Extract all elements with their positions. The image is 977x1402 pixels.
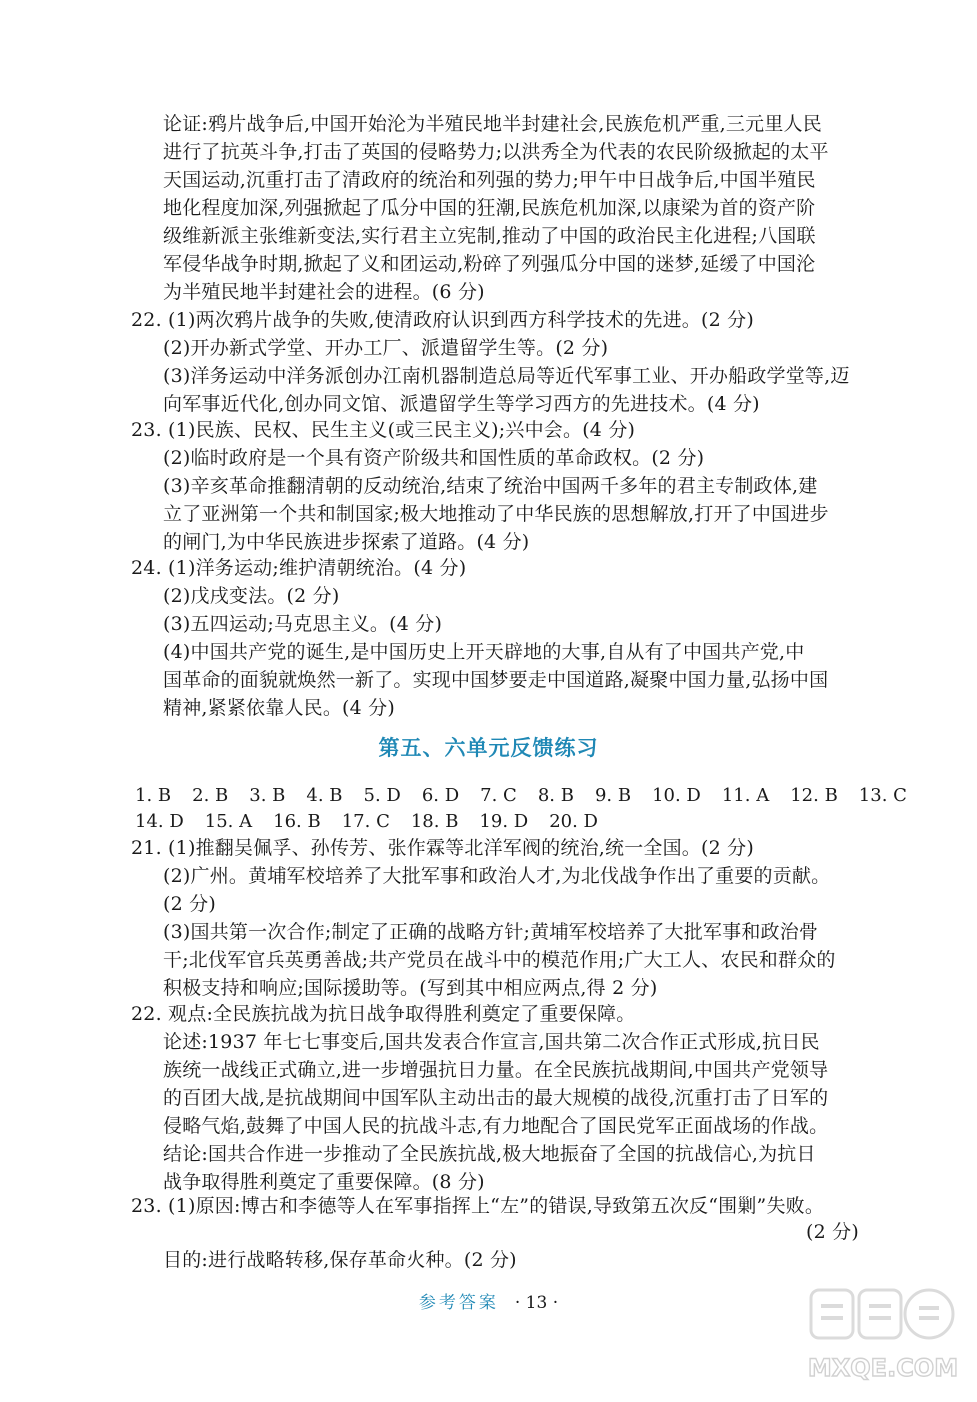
mc-answer: 5. D: [363, 785, 401, 806]
answer-22-conclusion: 结论:国共合作进一步推动了全民族抗战,极大地振奋了全国的抗战信心,为抗日: [163, 1143, 816, 1165]
mc-answer: 7. C: [480, 785, 517, 806]
mc-answer: 6. D: [421, 785, 460, 806]
mc-answer: 16. B: [273, 811, 321, 832]
mc-answer: 18. B: [410, 811, 459, 832]
text-line: 天国运动,沉重打击了清政府的统治和列强的势力;甲午中日战争后,中国半殖民: [163, 169, 816, 191]
answer-24-3: (3)五四运动;马克思主义。(4 分): [163, 613, 443, 635]
answer-24-2: (2)戊戌变法。(2 分): [163, 585, 340, 607]
text-line: 的闸门,为中华民族进步探索了道路。(4 分): [163, 531, 530, 553]
answer-24-4: (4)中国共产党的诞生,是中国历史上开天辟地的大事,自从有了中国共产党,中: [163, 641, 805, 663]
answer-23-1-reason: 23. (1)原因:博古和李德等人在军事指挥上“左”的错误,导致第五次反“围剿”失败。: [131, 1195, 825, 1217]
text-line: 论证:鸦片战争后,中国开始沦为半殖民地半封建社会,民族危机严重,三元里人民: [163, 113, 822, 135]
text-line: 向军事近代化,创办同文馆、派遣留学生等学习西方的先进技术。(4 分): [163, 393, 760, 415]
mc-answer: 1. B: [135, 785, 172, 806]
footer-label: 参考答案: [418, 1293, 499, 1313]
answer-23-1-purpose: 目的:进行战略转移,保存革命火种。(2 分): [163, 1249, 517, 1271]
answer-23-1: 23. (1)民族、民权、民生主义(或三民主义);兴中会。(4 分): [131, 419, 636, 441]
text-line: 战争取得胜利奠定了重要保障。(8 分): [163, 1171, 485, 1193]
text-line: 积极支持和响应;国际援助等。(写到其中相应两点,得 2 分): [163, 977, 658, 999]
mc-answer: 20. D: [549, 811, 598, 832]
answer-22-2: (2)开办新式学堂、开办工厂、派遣留学生等。(2 分): [163, 337, 609, 359]
mc-answer: 13. C: [858, 785, 907, 806]
mc-answer: 3. B: [249, 785, 286, 806]
mc-answer: 8. B: [537, 785, 574, 806]
mc-answer: 2. B: [192, 785, 229, 806]
text-line: (2 分): [163, 893, 216, 915]
text-line: 侵略气焰,鼓舞了中国人民的抗战斗志,有力地配合了国民党军正面战场的作战。: [163, 1115, 829, 1137]
text-line: 军侵华战争时期,掀起了义和团运动,粉碎了列强瓜分中国的迷梦,延缓了中国沦: [163, 253, 816, 275]
mc-answer: 12. B: [790, 785, 838, 806]
answer-21-1: 21. (1)推翻吴佩孚、孙传芳、张作霖等北洋军阀的统治,统一全国。(2 分): [131, 837, 754, 859]
mc-answer: 17. C: [341, 811, 390, 832]
text-line: 进行了抗英斗争,打击了英国的侵略势力;以洪秀全为代表的农民阶级掀起的太平: [163, 141, 829, 163]
answer-22-argument: 论述:1937 年七七事变后,国共发表合作宣言,国共第二次合作正式形成,抗日民: [163, 1031, 820, 1053]
text-line: 精神,紧紧依靠人民。(4 分): [163, 697, 395, 719]
mc-answer: 10. D: [652, 785, 701, 806]
mc-answer: 9. B: [594, 785, 632, 806]
mc-answers-row-1: [135, 782, 928, 810]
section-title: 第五、六单元反馈练习: [378, 736, 599, 760]
text-line: 级维新派主张维新变法,实行君主立宪制,推动了中国的政治民主化进程;八国联: [163, 225, 816, 247]
answer-24-1: 24. (1)洋务运动;维护清朝统治。(4 分): [131, 557, 467, 579]
text-line: 地化程度加深,列强掀起了瓜分中国的狂潮,民族危机加深,以康梁为首的资产阶: [163, 197, 816, 219]
answer-22-viewpoint: 22. 观点:全民族抗战为抗日战争取得胜利奠定了重要保障。: [131, 1003, 636, 1025]
mc-answer: 19. D: [479, 811, 529, 832]
watermark-logo: [803, 1284, 963, 1394]
mc-answer: 15. A: [204, 811, 253, 832]
text-line: 为半殖民地半封建社会的进程。(6 分): [163, 281, 485, 303]
page-number: · 13 ·: [514, 1293, 559, 1313]
answer-21-2: (2)广州。黄埔军校培养了大批军事和政治人才,为北伐战争作出了重要的贡献。: [163, 865, 831, 887]
mc-answer: 4. B: [306, 785, 343, 806]
mc-answer: 14. D: [135, 811, 184, 832]
answer-22-1: 22. (1)两次鸦片战争的失败,使清政府认识到西方科学技术的先进。(2 分): [131, 309, 754, 331]
text-line: 干;北伐军官兵英勇善战;共产党员在战斗中的模范作用;广大工人、农民和群众的: [163, 949, 836, 971]
answer-23-2: (2)临时政府是一个具有资产阶级共和国性质的革命政权。(2 分): [163, 447, 705, 469]
answer-22-3: (3)洋务运动中洋务派创办江南机器制造总局等近代军事工业、开办船政学堂等,迈: [163, 365, 850, 387]
mc-answer: 11. A: [721, 785, 770, 806]
svg-text:MXQE.COM: MXQE.COM: [807, 1354, 959, 1382]
mc-answers-row-2: [135, 808, 619, 836]
text-line: 族统一战线正式确立,进一步增强抗日力量。在全民族抗战期间,中国共产党领导: [163, 1059, 829, 1081]
text-line: 的百团大战,是抗战期间中国军队主动出击的最大规模的战役,沉重打击了日军的: [163, 1087, 829, 1109]
answer-23-3: (3)辛亥革命推翻清朝的反动统治,结束了统治中国两千多年的君主专制政体,建: [163, 475, 818, 497]
answer-21-3: (3)国共第一次合作;制定了正确的战略方针;黄埔军校培养了大批军事和政治骨: [163, 921, 819, 943]
text-line: 立了亚洲第一个共和制国家;极大地推动了中华民族的思想解放,打开了中国进步: [163, 503, 829, 525]
text-line: 国革命的面貌就焕然一新了。实现中国梦要走中国道路,凝聚中国力量,弘扬中国: [163, 669, 829, 691]
score-note: (2 分): [806, 1221, 859, 1243]
